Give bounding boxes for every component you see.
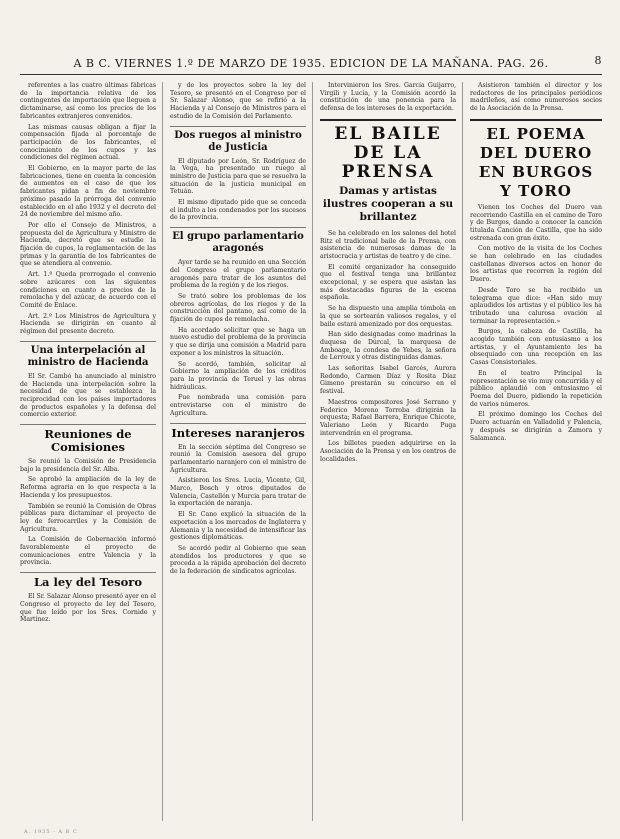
article-subheadline: Damas y artistas ilustres cooperan a su brillantez: [322, 184, 454, 223]
article-paragraph: El mismo diputado pide que se conceda el indulto a los condenados por los sucesos de la provincia.: [170, 199, 307, 222]
article-paragraph: Se acordó pedir al Gobierno que sean atendidos los productores y que se proceda a la rápida aprobación del decreto de la federación de sindicatos agrícolas.: [170, 544, 307, 576]
masthead-title: A B C. VIERNES 1.º DE MARZO DE 1935. EDICION DE LA MAÑANA. PAG. 26.: [73, 56, 549, 70]
article-headline: Reuniones de Comisiones: [20, 424, 156, 454]
masthead: [20, 52, 602, 75]
article-paragraph: La Comisión de Gobernación informó favorablemente el proyecto de comunicaciones entre Valencia y la provincia.: [20, 536, 157, 567]
article-paragraph: En la sección séptima del Congreso se reunió la Comisión asesora del grupo parlamentario naranjero con el ministro de Agricultura.: [170, 443, 307, 474]
article-paragraph: Las mismas causas obligan a fijar la compensación fijada al porcentaje de participación de los fabricantes, el conocimiento de los cupos y las condiciones del régimen actual.: [20, 123, 157, 162]
article-paragraph: El Sr. Cambó ha anunciado al ministro de Hacienda una interpelación sobre la necesidad de que se establezca la reciprocidad con los países importadores de productos españoles y la defensa del comercio exterior.: [20, 372, 157, 419]
article-paragraph: Con motivo de la visita de los Coches se han celebrado en las ciudades castellanas diversos actos en honor de los artistas que recorren la región del Duero.: [470, 245, 602, 284]
article-headline: La ley del Tesoro: [20, 572, 156, 589]
column-2: [170, 82, 313, 821]
article-paragraph: El diputado por León, Sr. Rodríguez de la Vega, ha presentado un ruego al ministro de Justicia para que se resuelva la situación de la justicia municipal en Tetuán.: [170, 157, 307, 196]
article-paragraph: Ha acordado solicitar que se haga un nuevo estudio del problema de la provincia y que se dirija una comisión a Madrid para exponer a los ministros la situación.: [170, 326, 307, 357]
article-paragraph: referentes a las cuatro últimas fábricas de la importancia relativa de los contingentes de importación que lleguen a dictaminarse, así como los precios de los fabricantes extranjeros convenidos.: [20, 82, 157, 120]
article-paragraph: Art. 1.º Queda prorrogado el convenio sobre azúcares con las siguientes condiciones en cuanto a precios de la remolacha y del azúcar, de acuerdo con el Comité de Enlace.: [20, 271, 157, 309]
article-paragraph: Art. 2.º Los Ministros de Agricultura y Hacienda se dirigirán en cuanto al régimen del presente decreto.: [20, 312, 157, 336]
article-paragraph: Ayer tarde se ha reunido en una Sección del Congreso el grupo parlamentario aragonés para tratar de los asuntos del problema de la región y de los riegos.: [170, 259, 307, 290]
article-paragraph: Asistieron los Sres. Lucia, Vicente, Gil, Marco, Bosch y otros diputados de Valencia, Castellón y Murcia para tratar de la exportación de naranja.: [170, 477, 307, 508]
article-paragraph: El Sr. Salazar Alonso presentó ayer en el Congreso el proyecto de ley del Tesoro, que fue leído por los Sres. Cornide y Martínez.: [20, 593, 157, 624]
article-paragraph: También se reunió la Comisión de Obras públicas para dictaminar el proyecto de ley de ferrocarriles y la Comisión de Agricultura.: [20, 502, 157, 533]
columns-container: [20, 82, 602, 821]
article-paragraph: Se reunió la Comisión de Presidencia bajo la presidencia del Sr. Alba.: [20, 458, 157, 473]
article-paragraph: y de los proyectos sobre la ley del Tesoro, se presentó en el Congreso por el Sr. Salazar Alonso, que se refirió a la Hacienda y al Consejo de Ministros para el estudio de la Comisión del Parlamento.: [170, 82, 307, 120]
page-number: 8: [594, 54, 602, 67]
footer-note: A. 1935 - A B C: [24, 829, 78, 835]
article-paragraph: Asistieron también el director y los redactores de los principales periódicos madrileños, así como numerosos socios de la Asociación de la Prensa.: [470, 82, 602, 113]
article-paragraph: Se acordó, también, solicitar al Gobierno la ampliación de los créditos para la provincia de Teruel y las obras hidráulicas.: [170, 360, 307, 391]
article-headline: Una interpelación al ministro de Hacienda: [20, 341, 156, 369]
article-paragraph: Fue nombrada una comisión para entrevistarse con el ministro de Agricultura.: [170, 394, 307, 417]
column-4: [470, 82, 602, 821]
feature-headline: EL POEMA DEL DUERO EN BURGOS Y TORO: [470, 119, 602, 201]
article-paragraph: Intervinieron los Sres. García Guijarro, Virgili y Lucía, y la Comisión acordó la constitución de una ponencia para la defensa de los intereses de la exportación.: [320, 82, 457, 113]
article-paragraph: Desde Toro se ha recibido un telegrama que dice: «Han sido muy aplaudidos los artistas y el público les ha tributado una calurosa ovación al terminar la representación.»: [470, 286, 602, 325]
article-headline: El grupo parlamentario aragonés: [170, 227, 306, 255]
column-1: [20, 82, 163, 821]
article-paragraph: Se aprobó la ampliación de la ley de Reforma agraria en lo que respecta a la Hacienda y los presupuestos.: [20, 476, 157, 499]
article-paragraph: Por ello el Consejo de Ministros, a propuesta del de Agricultura y Ministro de Hacienda, decretó que se estudie la fijación de cupos, la reglamentación de las primas y la garantía de los fabricantes de que se atendiera al convenio.: [20, 221, 157, 268]
article-paragraph: El comité organizador ha conseguido que el festival tenga una brillantez excepcional, y se espera que asistan las más destacadas figuras de la escena española.: [320, 263, 457, 302]
article-paragraph: Se trató sobre los problemas de los obreros agrícolas, de los riegos y de la construcción del pantano, así como de la fijación de cupos de remolacha.: [170, 292, 307, 324]
article-paragraph: Han sido designadas como madrinas la duquesa de Dúrcal, la marquesa de Amboage, la condesa de Yebes, la señora de Lerroux y otras distinguidas damas.: [320, 331, 457, 362]
article-paragraph: El Sr. Cano explicó la situación de la exportación a los mercados de Inglaterra y Alemania y la necesidad de intensificar las gestiones diplomáticas.: [170, 511, 307, 542]
article-headline: Intereses naranjeros: [170, 423, 306, 440]
article-paragraph: Se ha celebrado en los salones del hotel Ritz el tradicional baile de la Prensa, con asistencia de numerosas damas de la aristocracia y artistas de teatro y de cine.: [320, 229, 457, 260]
article-paragraph: El Gobierno, en la mayor parte de las fabricaciones, tiene en cuenta la concesión de aumentos en el caso de que los fabricantes pidan a fin de noviembre próximo pasado la prórroga del convenio establecido en el año 1932 y el decreto del 24 de noviembre del mismo año.: [20, 165, 157, 219]
article-paragraph: Vienen los Coches del Duero van recorriendo Castilla en el camino de Toro y de Burgos, dando a conocer la canción titulada Canción de Castilla, que ha sido estrenada con gran éxito.: [470, 203, 602, 242]
article-paragraph: El próximo domingo los Coches del Duero actuarán en Valladolid y Palencia, y después se dirigirán a Zamora y Salamanca.: [470, 411, 602, 442]
article-headline: Dos ruegos al ministro de Justicia: [170, 126, 306, 154]
article-paragraph: Los billetes pueden adquirirse en la Asociación de la Prensa y en los centros de localidades.: [320, 440, 457, 463]
article-paragraph: Burgos, la cabeza de Castilla, ha acogido también con entusiasmo a los artistas, y el Ayuntamiento les ha obsequiado con una recepción en las Casas Consistoriales.: [470, 328, 602, 367]
article-paragraph: Maestros compositores José Serrano y Federico Moreno Torroba dirigirán la orquesta; Rafael Barrera, Enrique Chicote, Valeriano León y Ricardo Puga intervendrán en el programa.: [320, 398, 457, 437]
article-paragraph: En el teatro Principal la representación se vio muy concurrida y el público aplaudió con entusiasmo el Poema del Duero, pidiendo la repetición de varios números.: [470, 369, 602, 408]
article-paragraph: Las señoritas Isabel Garcés, Aurora Redondo, Carmen Díaz y Rosita Díaz Gimeno prestarán su concurso en el festival.: [320, 365, 457, 396]
article-paragraph: Se ha dispuesto una amplia tómbola en la que se sortearán valiosos regalos, y el baile estará amenizado por dos orquestas.: [320, 305, 457, 328]
column-3: [320, 82, 463, 821]
feature-headline: EL BAILE DE LA PRENSA: [320, 119, 456, 182]
